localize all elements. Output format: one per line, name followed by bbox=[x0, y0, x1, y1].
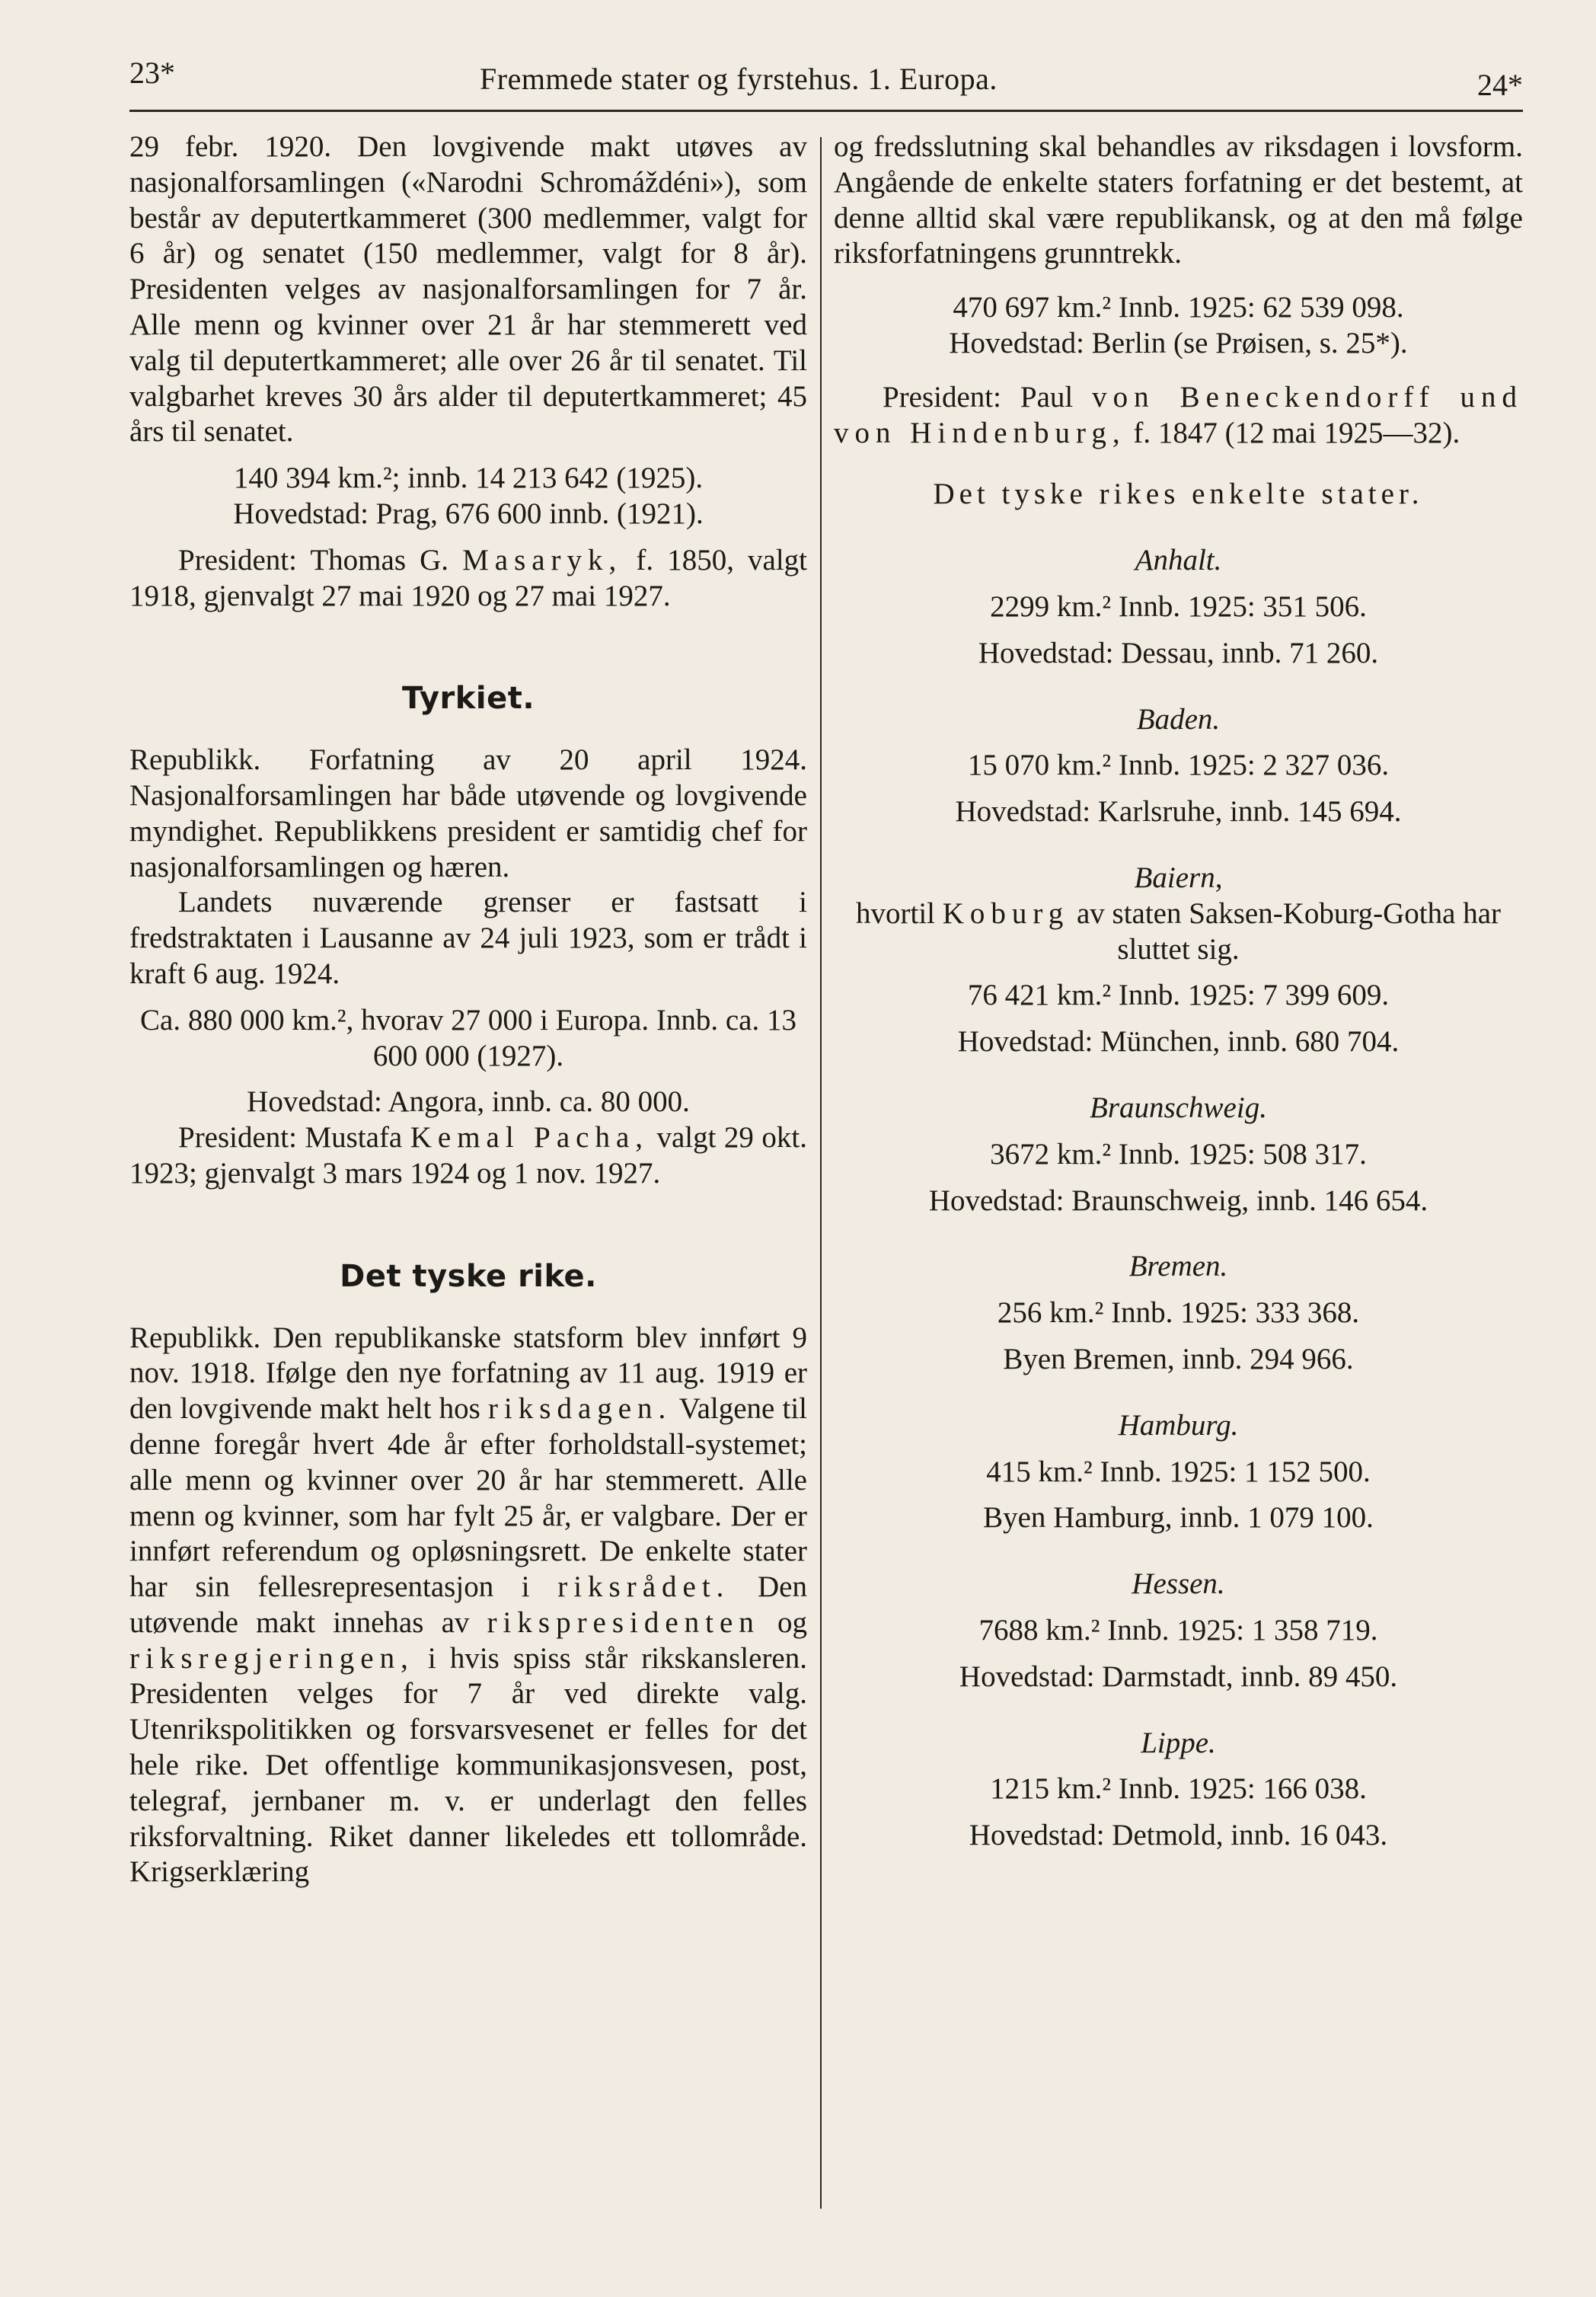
anhalt-capital: Hovedstad: Dessau, innb. 71 260. bbox=[978, 636, 1379, 669]
czech-president bbox=[129, 543, 807, 615]
turkey-president bbox=[129, 1120, 807, 1192]
hamburg-area: 415 km.² Innb. 1925: 1 152 500. bbox=[986, 1455, 1371, 1488]
germany-text-part-4: og bbox=[777, 1605, 807, 1639]
page-header bbox=[129, 55, 1523, 108]
states-heading: Det tyske rikes enkelte stater. bbox=[933, 478, 1424, 511]
column-divider bbox=[820, 137, 822, 2209]
bremen-area: 256 km.² Innb. 1925: 333 368. bbox=[997, 1296, 1360, 1330]
section-heading-tyrkiet: Tyrkiet. bbox=[401, 681, 535, 717]
czech-constitution-text: 29 febr. 1920. Den lovgivende makt utøves av nasjonalforsamlingen («Narodni Schromáždéni»), som består av deputertkammeret (300 medlemmer, valgt for 6 år) og senatet (150 medlemmer, valgt for 8 år). Presidenten velges av nasjonalforsamlingen for 7 år. Alle menn og kvinner over 21 år har stemmerett ved valg til deputertkammeret; alle over 26 år til senatet. Til valgbarhet kreves 30 års alder til deputertkammeret; 45 års til senatet. bbox=[129, 130, 807, 449]
germany-term-riksdagen: riksdagen. bbox=[487, 1392, 672, 1426]
germany-president-label: President: Paul bbox=[883, 380, 1074, 414]
germany-president-details: f. 1847 (12 mai 1925—32). bbox=[1133, 416, 1460, 449]
state-title-lippe: Lippe. bbox=[1141, 1726, 1216, 1759]
bremen-capital: Byen Bremen, innb. 294 966. bbox=[1003, 1342, 1354, 1375]
germany-capital: Hovedstad: Berlin (se Prøisen, s. 25*). bbox=[949, 326, 1408, 359]
baiern-area: 76 421 km.² Innb. 1925: 7 399 609. bbox=[967, 979, 1390, 1012]
baden-area: 15 070 km.² Innb. 1925: 2 327 036. bbox=[967, 749, 1390, 782]
section-heading-tyske-rike: Det tyske rike. bbox=[340, 1258, 597, 1294]
header-rule bbox=[129, 110, 1523, 112]
baiern-capital: Hovedstad: München, innb. 680 704. bbox=[957, 1025, 1400, 1059]
hamburg-capital: Byen Hamburg, innb. 1 079 100. bbox=[983, 1501, 1374, 1535]
germany-text-part-1: Republikk. Den republikanske statsform blev innført 9 nov. 1918. Ifølge den nye forfatning av 11 aug. 1919 er den lovgivende makt helt hos bbox=[129, 1321, 807, 1426]
state-title-bremen: Bremen. bbox=[1128, 1250, 1228, 1283]
page-number-left: 23* bbox=[129, 56, 175, 90]
turkey-president-details: valgt 29 okt. 1923; gjenvalgt 3 mars 1924 og 1 nov. 1927. bbox=[129, 1121, 807, 1190]
state-title-hamburg: Hamburg. bbox=[1118, 1408, 1239, 1442]
braunschweig-capital: Hovedstad: Braunschweig, innb. 146 654. bbox=[928, 1184, 1428, 1217]
state-title-baiern: Baiern, bbox=[1134, 861, 1223, 894]
running-title: Fremmede stater og fyrstehus. 1. Europa. bbox=[480, 62, 998, 96]
turkey-borders-text: Landets nuværende grenser er fastsatt i fredstraktaten i Lausanne av 24 juli 1923, som er trådt i kraft 6 aug. 1924. bbox=[129, 886, 807, 990]
lippe-area: 1215 km.² Innb. 1925: 166 038. bbox=[990, 1772, 1367, 1806]
germany-area: 470 697 km.² Innb. 1925: 62 539 098. bbox=[953, 291, 1404, 324]
hessen-capital: Hovedstad: Darmstadt, innb. 89 450. bbox=[959, 1660, 1398, 1693]
state-title-braunschweig: Braunschweig. bbox=[1090, 1091, 1267, 1124]
germany-president bbox=[834, 380, 1523, 452]
braunschweig-area: 3672 km.² Innb. 1925: 508 317. bbox=[990, 1137, 1367, 1171]
turkey-constitution-text: Republikk. Forfatning av 20 april 1924. Nasjonalforsamlingen har både utøvende og lovgivende myndighet. Republikkens president er samtidig chef for nasjonalforsamlingen og hæren. bbox=[129, 743, 807, 883]
state-title-anhalt: Anhalt. bbox=[1135, 544, 1222, 577]
germany-constitution-text bbox=[129, 1321, 807, 1891]
germany-president-name: von Beneckendorff und von Hindenburg, bbox=[834, 380, 1523, 449]
baiern-note-koburg: Koburg bbox=[942, 896, 1070, 930]
turkey-president-name: Kemal Pacha, bbox=[410, 1121, 650, 1155]
germany-term-riksradet: riksrådet. bbox=[557, 1570, 730, 1604]
germany-term-riksregjeringen: riksregjeringen, bbox=[129, 1641, 414, 1675]
germany-text-part-5: i hvis spiss står rikskansleren. Presidenten velges for 7 år ved direkte valg. Utenrikspolitikken og forsvarsvesenet er felles for det hele rike. Det offentlige kommunikasjonsvesen, post, telegraf, jernbaner m. v. er underlagt den felles riksforvaltning. Riket danner likeledes ett tollområde. Krigserklæring bbox=[129, 1641, 807, 1889]
baiern-note-post: av staten Saksen-Koburg-Gotha har sluttet sig. bbox=[1076, 896, 1501, 966]
turkey-president-label: President: Mustafa bbox=[178, 1121, 403, 1155]
turkey-area: Ca. 880 000 km.², hvorav 27 000 i Europa. Innb. ca. 13 600 000 (1927). bbox=[140, 1003, 796, 1072]
czech-president-details: f. 1850, valgt 1918, gjenvalgt 27 mai 1920 og 27 mai 1927. bbox=[129, 543, 807, 612]
state-title-hessen: Hessen. bbox=[1132, 1567, 1225, 1601]
anhalt-area: 2299 km.² Innb. 1925: 351 506. bbox=[990, 589, 1367, 623]
germany-text-part-3: Den utøvende makt innehas av bbox=[129, 1570, 807, 1639]
germany-text-part-2: Valgene til denne foregår hvert 4de år efter forholdstall-systemet; alle menn og kvinner over 20 år har stemmerett. Alle menn og kvinner, som har fylt 25 år, er valgbare. Der er innført referendum og opløsningsrett. De enkelte stater har sin fellesrepresentasjon i bbox=[129, 1392, 807, 1604]
germany-term-rikspresidenten: rikspresidenten bbox=[487, 1605, 760, 1639]
czech-capital: Hovedstad: Prag, 676 600 innb. (1921). bbox=[233, 497, 704, 530]
state-title-baden: Baden. bbox=[1136, 702, 1221, 736]
hessen-area: 7688 km.² Innb. 1925: 1 358 719. bbox=[978, 1613, 1378, 1647]
czech-president-label: President: Thomas G. bbox=[178, 543, 448, 577]
left-column bbox=[129, 129, 807, 1890]
czech-area: 140 394 km.²; innb. 14 213 642 (1925). bbox=[233, 462, 704, 495]
turkey-capital: Hovedstad: Angora, innb. ca. 80 000. bbox=[247, 1085, 690, 1119]
lippe-capital: Hovedstad: Detmold, innb. 16 043. bbox=[969, 1819, 1388, 1852]
right-column bbox=[834, 129, 1523, 1854]
page-number-right: 24* bbox=[1477, 68, 1523, 102]
baiern-note bbox=[834, 896, 1523, 968]
czech-president-name: Masaryk, bbox=[462, 543, 623, 577]
germany-constitution-continued: og fredsslutning skal behandles av riksdagen i lovsform. Angående de enkelte staters forfatning er det bestemt, at denne alltid skal være republikansk, og at den må følge riksforfatningens grunntrekk. bbox=[834, 130, 1523, 270]
baden-capital: Hovedstad: Karlsruhe, innb. 145 694. bbox=[955, 795, 1402, 829]
baiern-note-pre: hvortil bbox=[856, 896, 935, 930]
